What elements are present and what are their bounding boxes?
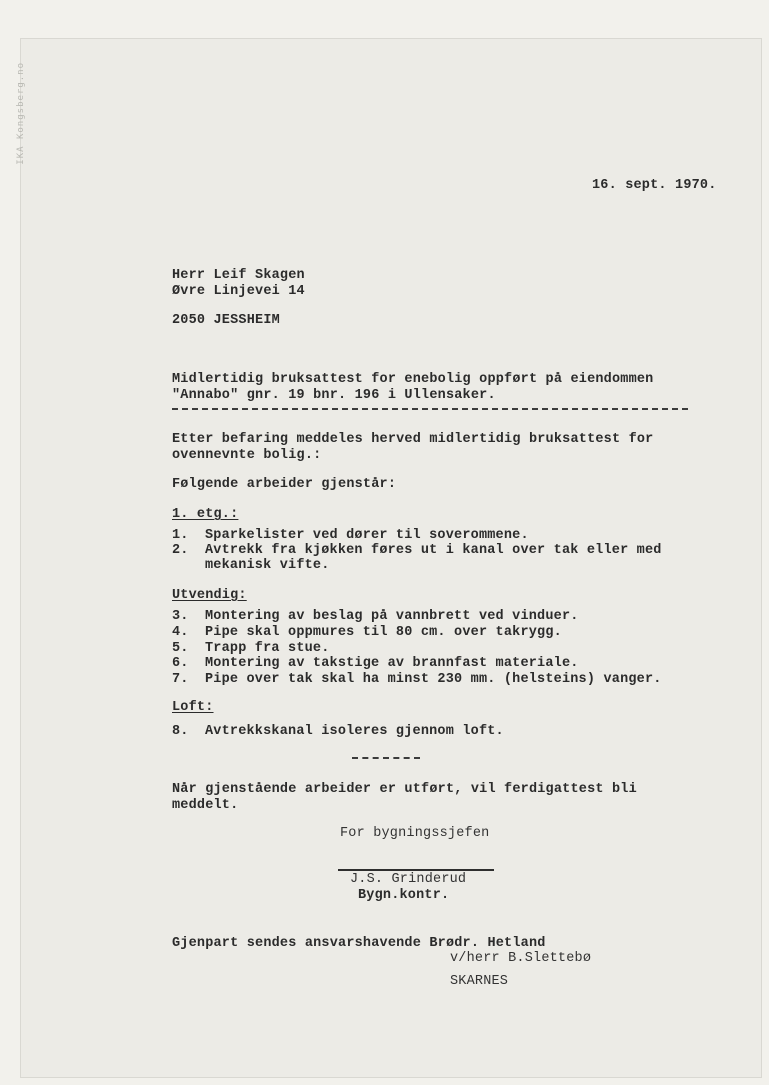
item-number: 1. bbox=[172, 528, 189, 543]
intro-line-2: ovennevnte bolig.: bbox=[172, 448, 322, 463]
signature-for-line: For bygningssjefen bbox=[340, 826, 490, 841]
item-number: 7. bbox=[172, 672, 189, 687]
item-text: Avtrekk fra kjøkken føres ut i kanal over tak eller med bbox=[205, 543, 662, 558]
letter-date: 16. sept. 1970. bbox=[592, 178, 717, 193]
item-text: Pipe over tak skal ha minst 230 mm. (helsteins) vanger. bbox=[205, 672, 662, 687]
recipient-name: Herr Leif Skagen bbox=[172, 268, 305, 283]
item-number: 4. bbox=[172, 625, 189, 640]
item-text: Trapp fra stue. bbox=[205, 641, 330, 656]
item-number: 6. bbox=[172, 656, 189, 671]
section-heading-attic: Loft: bbox=[172, 700, 214, 715]
item-text: Avtrekkskanal isoleres gjennom loft. bbox=[205, 724, 504, 739]
intro-line-1: Etter befaring meddeles herved midlertidig bruksattest for bbox=[172, 432, 654, 447]
copy-recipient-line-3: SKARNES bbox=[450, 974, 509, 989]
item-text: Sparkelister ved dører til soverommene. bbox=[205, 528, 529, 543]
remaining-works-label: Følgende arbeider gjenstår: bbox=[172, 477, 397, 492]
item-text: Montering av takstige av brannfast materiale. bbox=[205, 656, 579, 671]
subject-line-1: Midlertidig bruksattest for enebolig oppført på eiendommen bbox=[172, 372, 654, 387]
item-number: 3. bbox=[172, 609, 189, 624]
item-number: 2. bbox=[172, 543, 189, 558]
recipient-street: Øvre Linjevei 14 bbox=[172, 284, 305, 299]
copy-recipient-line-2: v/herr B.Slettebø bbox=[450, 951, 592, 966]
subject-line-2: "Annabo" gnr. 19 bnr. 196 i Ullensaker. bbox=[172, 388, 496, 403]
closing-line-1: Når gjenstående arbeider er utført, vil ferdigattest bli bbox=[172, 782, 637, 797]
closing-line-2: meddelt. bbox=[172, 798, 239, 813]
archive-stamp: IKA Kongsberg.no bbox=[16, 62, 26, 165]
section-heading-first-floor: 1. etg.: bbox=[172, 507, 239, 522]
section-separator bbox=[352, 757, 420, 759]
signatory-name: J.S. Grinderud bbox=[350, 872, 467, 887]
subject-divider bbox=[172, 408, 688, 410]
item-text-continued: mekanisk vifte. bbox=[205, 558, 330, 573]
section-heading-exterior: Utvendig: bbox=[172, 588, 247, 603]
item-text: Pipe skal oppmures til 80 cm. over takrygg. bbox=[205, 625, 562, 640]
recipient-city: 2050 JESSHEIM bbox=[172, 313, 280, 328]
item-text: Montering av beslag på vannbrett ved vinduer. bbox=[205, 609, 579, 624]
signatory-title: Bygn.kontr. bbox=[358, 888, 450, 903]
signature-line bbox=[338, 869, 494, 871]
item-number: 5. bbox=[172, 641, 189, 656]
item-number: 8. bbox=[172, 724, 189, 739]
copy-recipient-line-1: Gjenpart sendes ansvarshavende Brødr. Hetland bbox=[172, 936, 546, 951]
